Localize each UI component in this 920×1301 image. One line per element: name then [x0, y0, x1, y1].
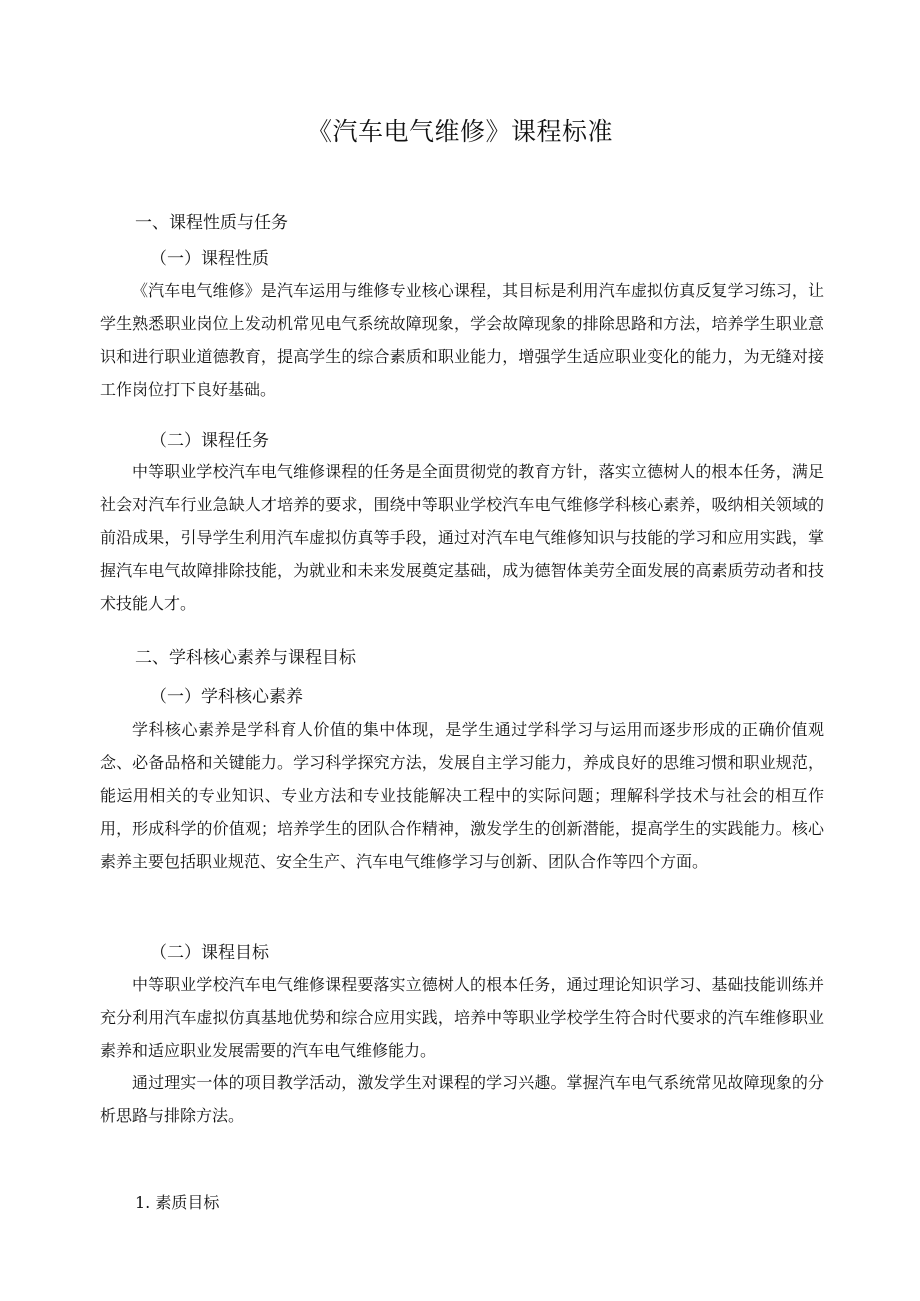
document-title: 《汽车电气维修》课程标准 [306, 117, 613, 146]
section-heading-2: 二、学科核心素养与课程目标 [135, 648, 356, 668]
paragraph-course-task: 中等职业学校汽车电气维修课程的任务是全面贯彻党的教育方针，落实立德树人的根本任务，满足社会对汽车行业急缺人才培养的要求，围绕中等职业学校汽车电气维修学科核心素养，吸纳相关领域的前沿成果，引导学生利用汽车虚拟仿真等手段，通过对汽车电气维修知识与技能的学习和应用实践，掌握汽车电气故障排除技能，为就业和未来发展奠定基础，成为德智体美劳全面发展的高素质劳动者和技术技能人才。 [100, 462, 824, 613]
subsection-heading-1-2: （二）课程任务 [150, 431, 269, 451]
subsection-heading-1-1: （一）课程性质 [150, 249, 269, 269]
subsection-heading-2-1: （一）学科核心素养 [150, 687, 303, 707]
paragraph-course-goal-2: 通过理实一体的项目教学活动，激发学生对课程的学习兴趣。掌握汽车电气系统常见故障现象的分析思路与排除方法。 [100, 1073, 824, 1125]
subsection-heading-2-2: （二）课程目标 [150, 943, 269, 963]
list-item-quality-goal: 1. 素质目标 [135, 1193, 220, 1212]
paragraph-course-goal: 中等职业学校汽车电气维修课程要落实立德树人的根本任务，通过理论知识学习、基础技能训练并充分利用汽车虚拟仿真基地优势和综合应用实践，培养中等职业学校学生符合时代要求的汽车维修职业素养和适应职业发展需要的汽车电气维修能力。 [100, 975, 824, 1060]
section-heading-1: 一、课程性质与任务 [135, 213, 288, 233]
paragraph-course-nature: 《汽车电气维修》是汽车运用与维修专业核心课程，其目标是利用汽车虚拟仿真反复学习练习，让学生熟悉职业岗位上发动机常见电气系统故障现象，学会故障现象的排除思路和方法，培养学生职业意识和进行职业道德教育，提高学生的综合素质和职业能力，增强学生适应职业变化的能力，为无缝对接工作岗位打下良好基础。 [100, 281, 824, 399]
paragraph-core-literacy: 学科核心素养是学科育人价值的集中体现，是学生通过学科学习与运用而逐步形成的正确价值观念、必备品格和关键能力。学习科学探究方法，发展自主学习能力，养成良好的思维习惯和职业规范，能运用相关的专业知识、专业方法和专业技能解决工程中的实际问题；理解科学技术与社会的相互作用，形成科学的价值观；培养学生的团队合作精神，激发学生的创新潜能，提高学生的实践能力。核心素养主要包括职业规范、安全生产、汽车电气维修学习与创新、团队合作等四个方面。 [100, 720, 824, 871]
